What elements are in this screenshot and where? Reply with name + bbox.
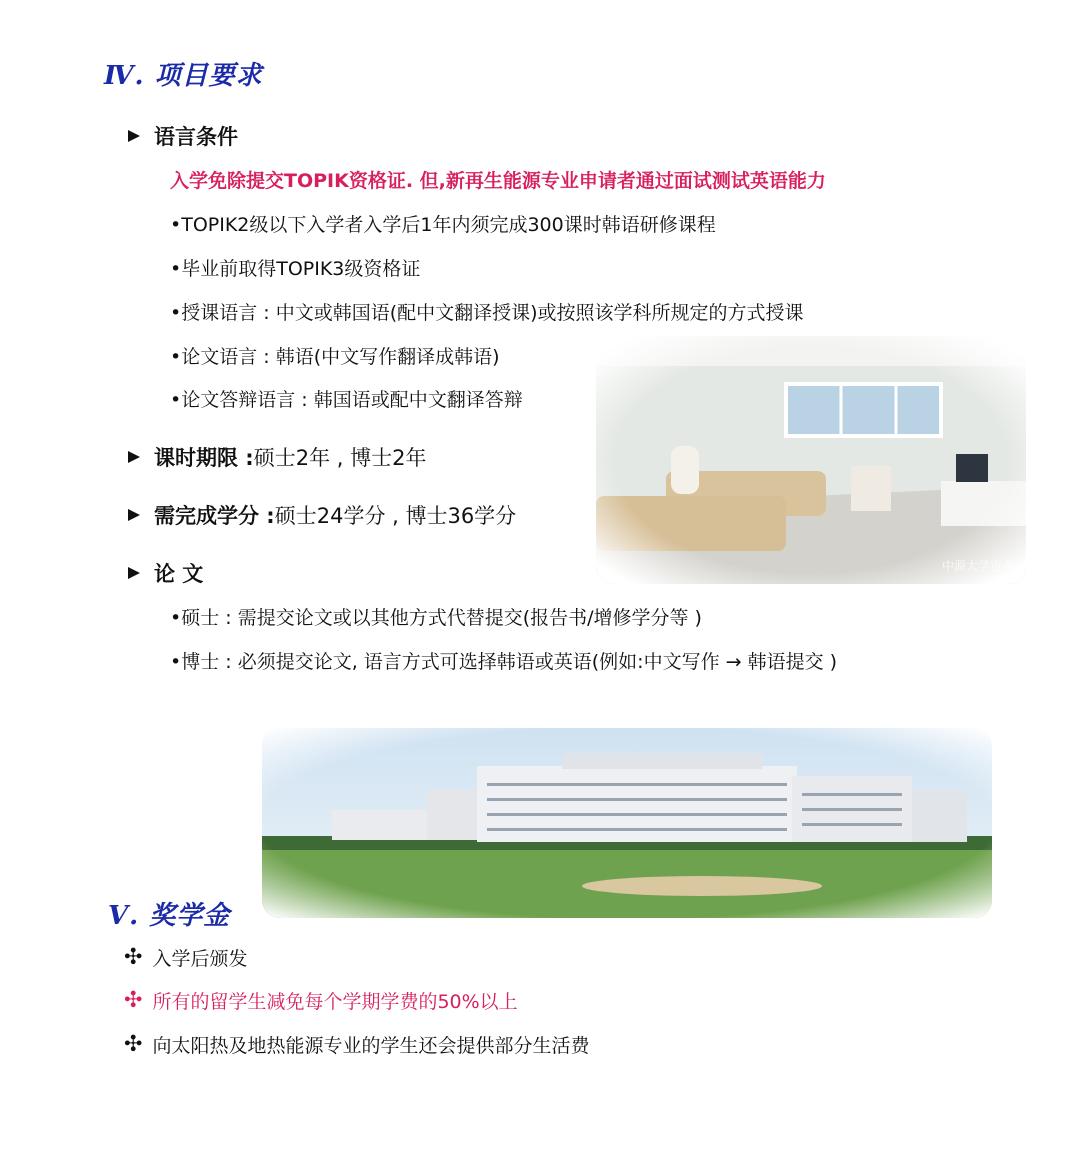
language-item: •TOPIK2级以下入学者入学后1年内须完成300课时韩语研修课程 [170,214,716,236]
thesis-heading [128,558,203,588]
scholarship-text: 入学后颁发 [152,948,248,970]
language-item: •论文答辩语言 : 韩国语或配中文翻译答辩 [170,389,523,411]
language-heading [128,121,238,151]
thesis-label: 论 文 [154,562,204,586]
clover-bullet-icon: ✣ [124,1032,143,1057]
language-item: •毕业前取得TOPIK3级资格证 [170,258,421,280]
thesis-item: •博士 : 必须提交论文, 语言方式可选择韩语或英语(例如:中文写作 → 韩语提交 ) [170,651,838,673]
triangle-bullet-icon [128,451,140,463]
thesis-item: •硕士 : 需提交论文或以其他方式代替提交(报告书/增修学分等 ) [170,607,702,629]
triangle-bullet-icon [128,509,140,521]
scholarship-text: 向太阳热及地热能源专业的学生还会提供部分生活费 [152,1035,590,1057]
language-item: •论文语言 : 韩语(中文写作翻译成韩语) [170,346,500,368]
scholarship-item [124,987,518,1014]
section-4-title: Ⅳ. 项目要求 [104,61,263,91]
scholarship-item [124,1031,589,1058]
credits-value: 硕士24学分 , 博士36学分 [274,504,517,528]
clover-bullet-icon: ✣ [124,945,143,970]
period-label: 课时期限 : [154,446,254,470]
language-highlight: 入学免除提交TOPIK资格证. 但,新再生能源专业申请者通过面试测试英语能力 [170,170,826,192]
scholarship-item [124,944,247,971]
period-value: 硕士2年 , 博士2年 [253,446,427,470]
language-item: •授课语言 : 中文或韩国语(配中文翻译授课)或按照该学科所规定的方式授课 [170,302,804,324]
credits-row [128,500,516,530]
photo-caption: 中源大学宿舍 [941,559,1014,573]
campus-photo [262,728,992,918]
dormitory-photo [596,336,1026,584]
language-label: 语言条件 [154,125,238,149]
triangle-bullet-icon [128,567,140,579]
scholarship-text: 所有的留学生减免每个学期学费的50%以上 [152,991,518,1013]
period-row [128,442,426,472]
triangle-bullet-icon [128,130,140,142]
credits-label: 需完成学分 : [154,504,275,528]
clover-bullet-icon: ✣ [124,988,143,1013]
section-5-title: Ⅴ. 奖学金 [108,901,231,931]
